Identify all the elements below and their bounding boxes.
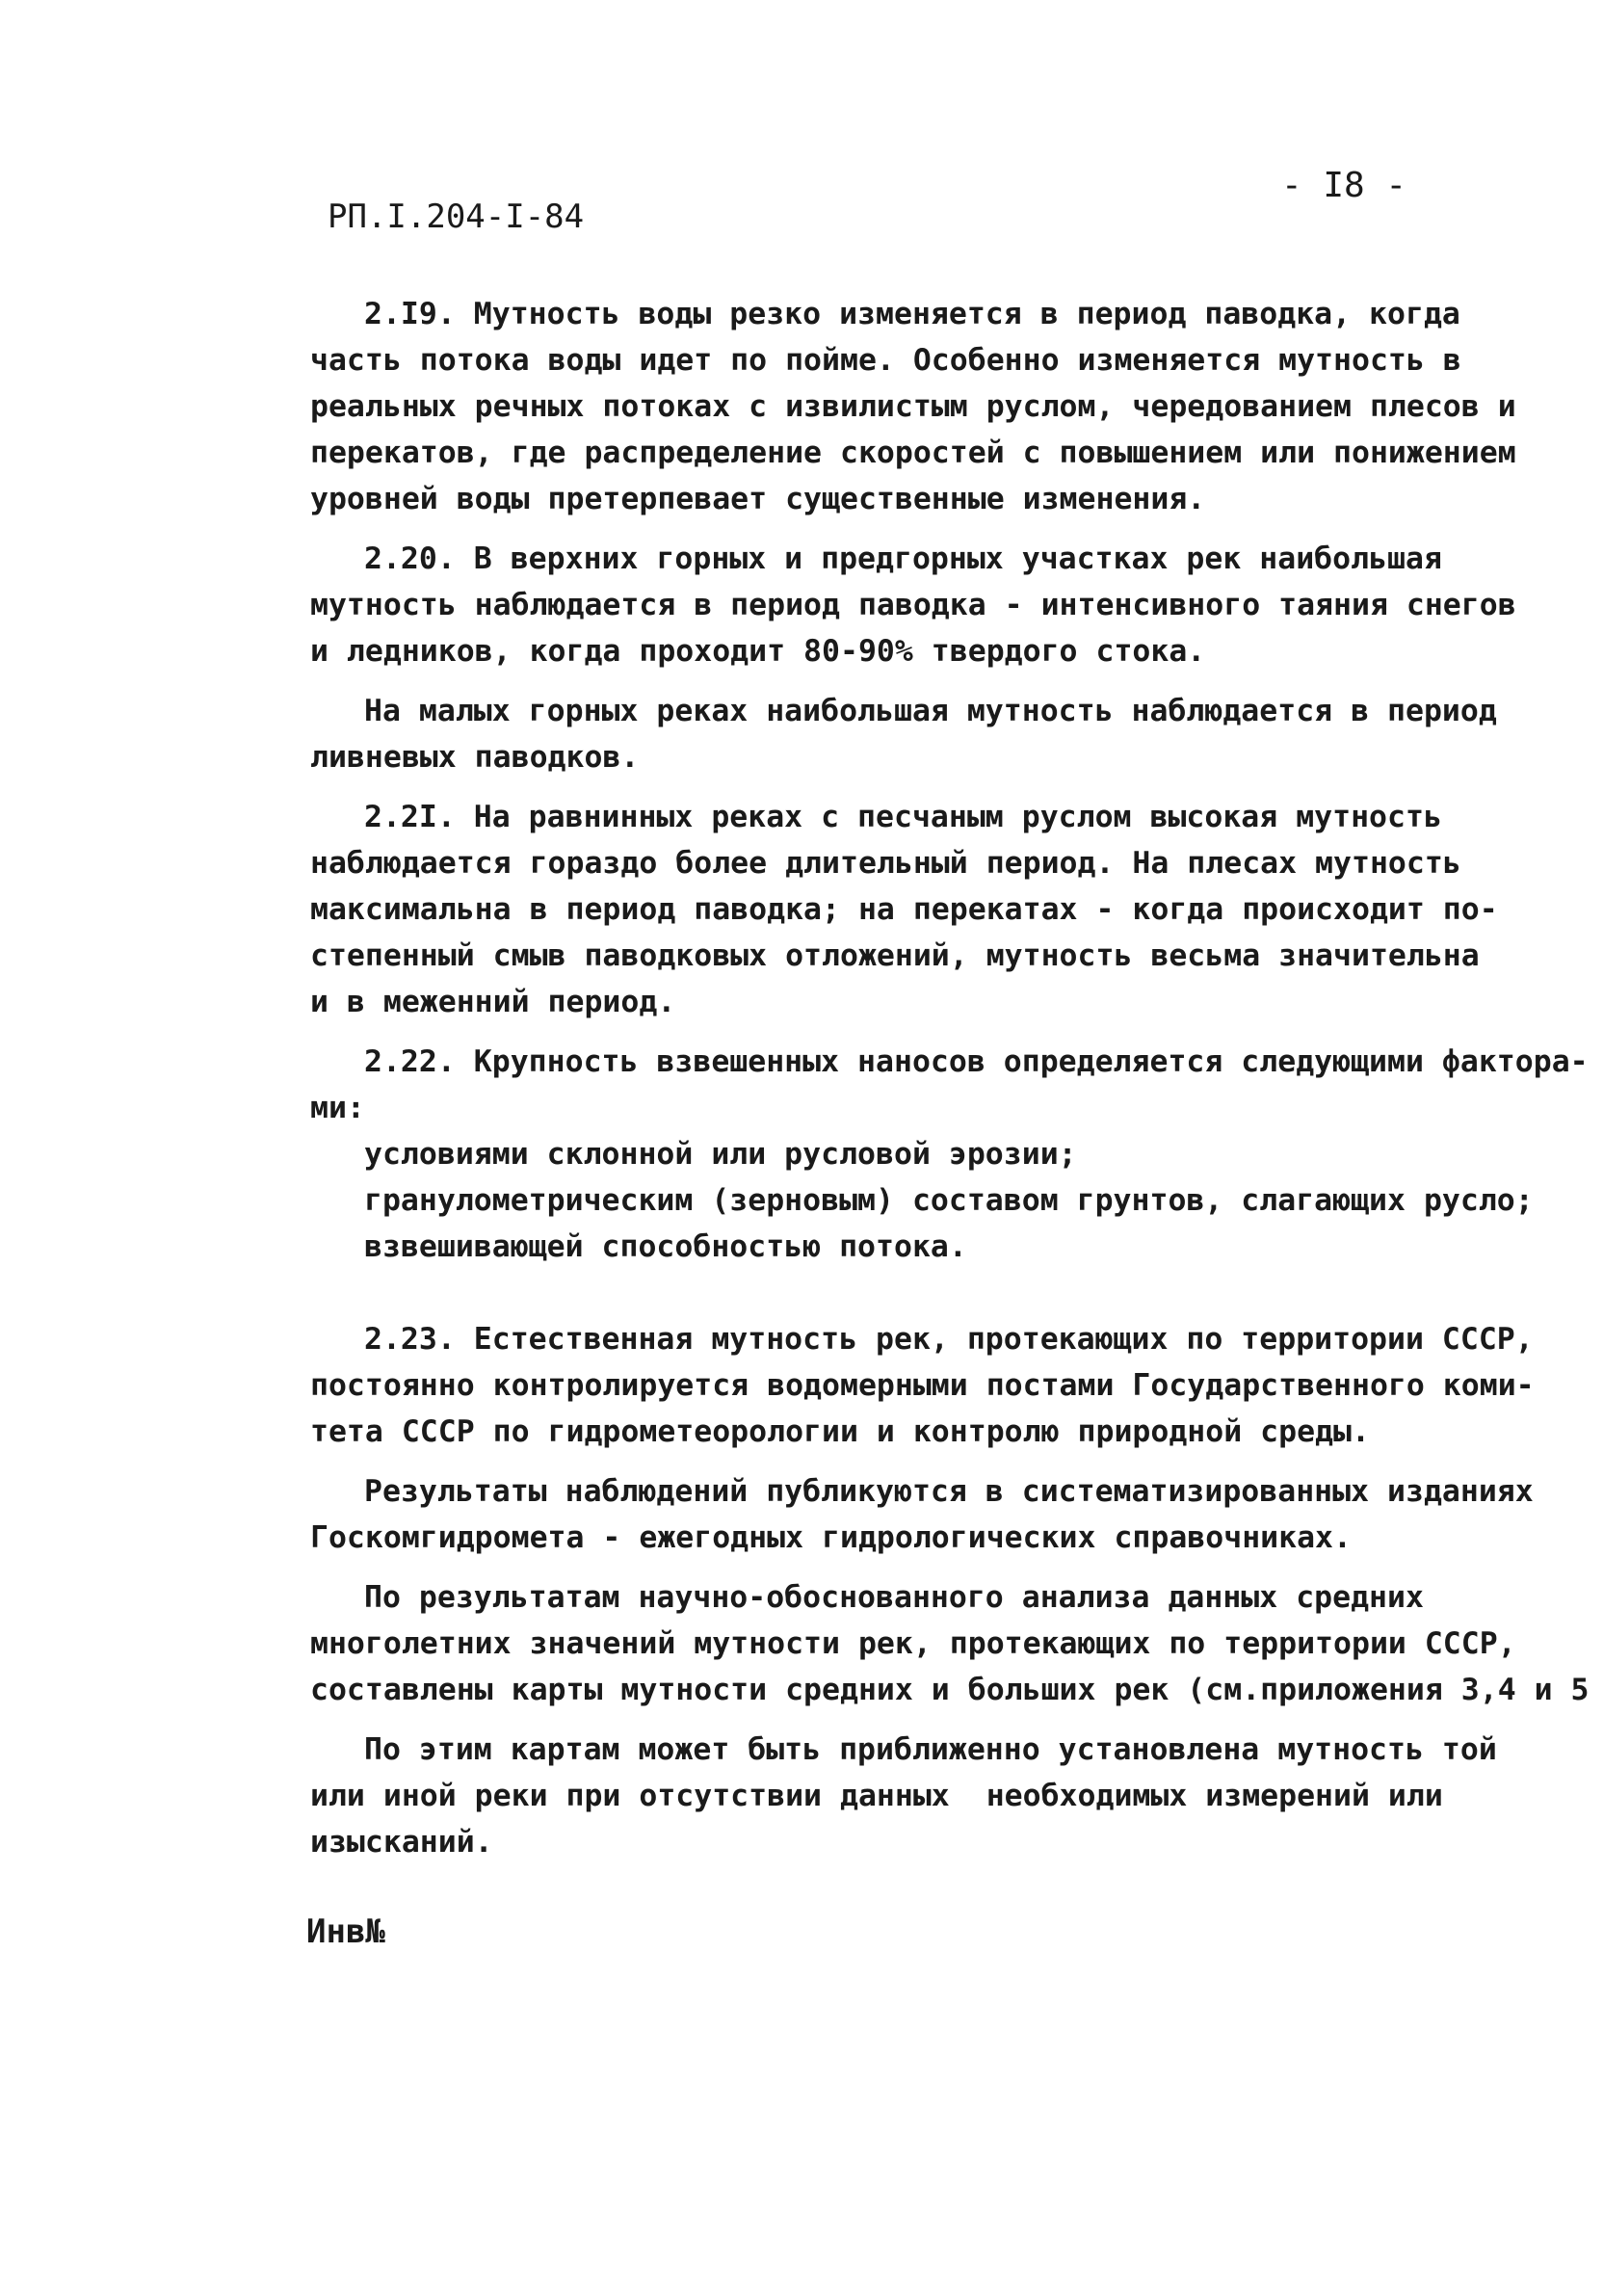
paragraph-maps-usage [310,1727,1591,1865]
text-line: 2.23. Естественная мутность рек, протекающих по территории СССР, [364,1322,1534,1357]
document-code: РП.I.204-I-84 [328,198,585,236]
text-line: степенный смыв паводковых отложений, мутность весьма значительна [310,938,1480,973]
text-line: По результатам научно-обоснованного анализа данных средних [364,1580,1424,1615]
text-line: изысканий. [310,1825,493,1860]
page-number: - I8 - [1281,166,1407,205]
text-line: 2.20. В верхних горных и предгорных участках рек наибольшая [364,541,1442,576]
text-line: тета СССР по гидрометеорологии и контролю природной среды. [310,1414,1370,1449]
text-line: Госкомгидромета - ежегодных гидрологических справочниках. [310,1520,1352,1555]
text-line: постоянно контролируется водомерными постами Государственного коми- [310,1368,1535,1403]
document-body [310,291,1591,1879]
paragraph-2-19 [310,291,1591,522]
text-line: перекатов, где распределение скоростей с повышением или понижением [310,435,1516,470]
text-line: ливневых паводков. [310,740,640,775]
text-line: мутность наблюдается в период паводка - интенсивного таяния снегов [310,588,1516,622]
text-line: и в меженний период. [310,985,676,1019]
paragraph-maps [310,1574,1591,1713]
text-line: уровней воды претерпевает существенные изменения. [310,482,1206,516]
text-line: часть потока воды идет по пойме. Особенно изменяется мутность в [310,343,1461,378]
text-line: На малых горных реках наибольшая мутность наблюдается в период [364,694,1497,728]
paragraph-small-rivers [310,688,1591,780]
text-line: Результаты наблюдений публикуются в систематизированных изданиях [364,1474,1534,1509]
text-line: 2.2I. На равнинных реках с песчаным руслом высокая мутность [364,800,1442,834]
list-item: гранулометрическим (зерновым) составом грунтов, слагающих русло; [364,1183,1534,1218]
paragraph-2-23 [310,1316,1591,1455]
text-line: реальных речных потоках с извилистым руслом, чередованием плесов и [310,389,1516,424]
list-item: взвешивающей способностью потока. [364,1229,967,1264]
paragraph-2-22 [310,1039,1591,1131]
text-line: максимальна в период паводка; на перекатах - когда происходит по- [310,892,1498,927]
paragraph-2-21 [310,794,1591,1025]
text-line: 2.I9. Мутность воды резко изменяется в период паводка, когда [364,297,1460,331]
text-line: составлены карты мутности средних и больших рек (см.приложения 3,4 и 5 [310,1673,1590,1707]
text-line: 2.22. Крупность взвешенных наносов определяется следующими фактора- [364,1044,1589,1079]
inventory-mark: Инв№ [306,1913,385,1951]
text-line: многолетних значений мутности рек, протекающих по территории СССР, [310,1626,1516,1661]
list-item: условиями склонной или русловой эрозии; [364,1137,1077,1172]
factors-list [310,1131,1591,1270]
paragraph-2-20 [310,536,1591,674]
text-line: и ледников, когда проходит 80-90% твердого стока. [310,634,1206,669]
paragraph-results [310,1468,1591,1561]
text-line: наблюдается гораздо более длительный период. На плесах мутность [310,846,1461,881]
text-line: ми: [310,1091,365,1125]
text-line: По этим картам может быть приближенно установлена мутность той [364,1732,1497,1767]
text-line: или иной реки при отсутствии данных необходимых измерений или [310,1779,1443,1813]
